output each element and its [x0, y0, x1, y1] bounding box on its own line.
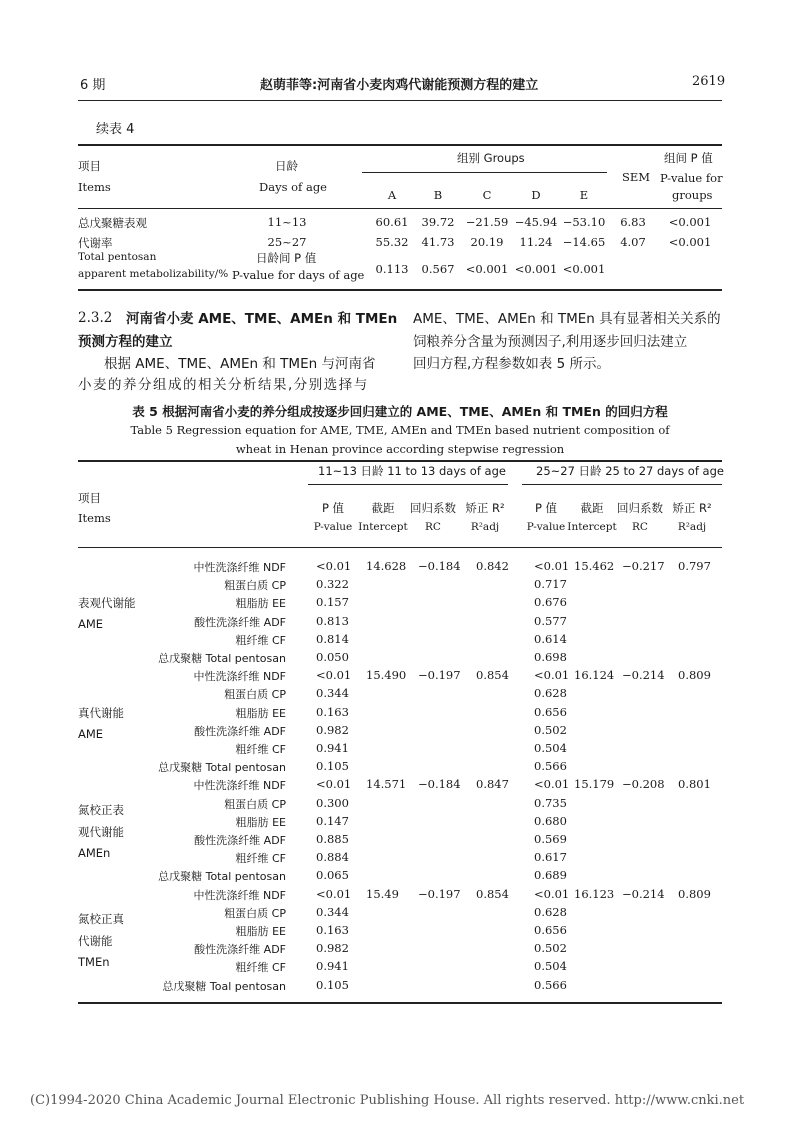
p-value-11-13: 0.344 — [316, 686, 349, 701]
table-row-item: 代谢率 — [78, 236, 113, 250]
running-title: 赵萌菲等:河南省小麦肉鸡代谢能预测方程的建立 — [260, 78, 539, 93]
subheader-cn: 截距 — [580, 501, 604, 515]
intercept-25-27: 15.462 — [574, 559, 615, 573]
group-label: 观代谢能 — [78, 824, 124, 839]
nutrient-name: 酸性洗涤纤维 ADF — [194, 834, 286, 847]
nutrient-name: 粗蛋白质 CP — [224, 688, 286, 702]
nutrient-name: 总戊聚糖 Total pentosan — [158, 652, 286, 665]
p-value-25-27: 0.656 — [534, 704, 567, 719]
nutrient-name: 中性洗涤纤维 NDF — [193, 561, 286, 574]
subheader-en: P-value — [526, 521, 566, 533]
nutrient-name: 总戊聚糖 Total pentosan — [158, 761, 286, 775]
subheader-en: Intercept — [567, 521, 617, 533]
p-value-11-13: 0.322 — [316, 577, 349, 592]
subheader-cn: 矫正 R² — [465, 501, 505, 515]
intercept-11-13: 15.490 — [366, 668, 407, 683]
p-value-11-13: 0.105 — [316, 977, 349, 992]
subheader-cn: 截距 — [371, 501, 395, 515]
p-value-25-27: 0.656 — [534, 923, 567, 937]
subheader-cn: P 值 — [534, 501, 558, 515]
table-cell-pdays: <0.001 — [562, 262, 606, 276]
table-cell: 39.72 — [421, 215, 455, 229]
nutrient-name: 粗蛋白质 CP — [224, 579, 286, 593]
t4-col-days-cn: 日龄 — [275, 159, 298, 173]
p-value-25-27: <0.01 — [534, 559, 570, 573]
nutrient-name: 粗脂肪 EE — [235, 925, 286, 938]
t4-col-pgroup-en2: groups — [672, 188, 713, 202]
t4-col-days-en: Days of age — [259, 180, 327, 194]
rc-11-13: −0.184 — [418, 777, 461, 792]
subheader-cn: 回归系数 — [617, 501, 663, 515]
table-cell: 20.19 — [470, 235, 504, 249]
group-header-D: D — [531, 188, 541, 202]
t4-col-sem: SEM — [622, 170, 651, 184]
p-value-11-13: 0.147 — [316, 813, 349, 828]
group-header-B: B — [433, 188, 443, 202]
p-value-11-13: 0.813 — [316, 613, 349, 628]
table-row-days: 25~27 — [267, 235, 307, 249]
page-number: 2619 — [692, 74, 726, 89]
t4-pdays-cn: 日龄间 P 值 — [256, 251, 317, 265]
nutrient-name: 酸性洗涤纤维 ADF — [194, 615, 286, 629]
p-value-11-13: 0.300 — [316, 795, 349, 810]
t4-col-item-cn: 项目 — [78, 159, 101, 173]
table-cell-p: <0.001 — [668, 235, 712, 249]
subheader-en: RC — [425, 521, 441, 533]
p-value-25-27: 0.680 — [534, 813, 567, 828]
table-cell-pdays: 0.567 — [421, 262, 455, 276]
p-value-11-13: 0.065 — [316, 868, 349, 883]
nutrient-name: 粗脂肪 EE — [235, 597, 286, 611]
p-value-25-27: 0.504 — [534, 741, 567, 755]
t4-pdays-en: P-value for days of age — [232, 268, 365, 282]
p-value-11-13: 0.941 — [316, 959, 349, 974]
p-value-25-27: 0.676 — [534, 595, 567, 610]
r2-25-27: 0.801 — [678, 777, 711, 792]
group-label: 代谢能 — [78, 934, 113, 948]
table-cell-pdays: <0.001 — [465, 262, 509, 276]
rc-11-13: −0.197 — [418, 668, 461, 683]
subheader-cn: 回归系数 — [410, 501, 456, 515]
t5-item-en: Items — [78, 511, 111, 525]
r2-25-27: 0.809 — [678, 668, 711, 683]
table-cell-sem: 6.83 — [620, 215, 646, 229]
table-cell: −53.10 — [562, 215, 606, 229]
table-cell: 41.73 — [421, 235, 455, 249]
intercept-25-27: 15.179 — [574, 777, 615, 792]
r2-25-27: 0.809 — [678, 886, 711, 901]
t5-header-rule — [78, 547, 722, 548]
rc-25-27: −0.208 — [622, 777, 665, 792]
t4-header-rule — [78, 208, 722, 209]
p-value-11-13: 0.814 — [316, 631, 349, 646]
p-value-25-27: 0.735 — [534, 795, 567, 810]
left-para-line2: 小麦的养分组成的相关分析结果,分别选择与 — [78, 377, 369, 393]
group-header-C: C — [482, 188, 492, 202]
section-title-line1: 河南省小麦 AME、TME、AMEn 和 TMEn — [126, 311, 398, 327]
subheader-en: R²adj — [677, 521, 707, 533]
group-label: AME — [78, 726, 104, 741]
group-label: 真代谢能 — [78, 705, 124, 720]
p-value-11-13: 0.982 — [316, 941, 349, 956]
right-para-line1: AME、TME、AMEn 和 TMEn 具有显著相关关系的 — [413, 311, 721, 327]
table-cell: −45.94 — [514, 215, 558, 229]
p-value-11-13: 0.982 — [316, 722, 349, 737]
group-label: TMEn — [78, 955, 110, 969]
group-header-E: E — [579, 188, 589, 202]
nutrient-name: 粗纤维 CF — [235, 633, 286, 647]
table5-caption-en2: wheat in Henan province according stepwise regression — [235, 442, 565, 456]
table4-top-rule — [78, 144, 722, 146]
p-value-25-27: 0.502 — [534, 722, 567, 737]
r2-11-13: 0.854 — [476, 668, 509, 683]
group-label: 氮校正真 — [78, 912, 124, 926]
nutrient-name: 中性洗涤纤维 NDF — [193, 888, 286, 902]
table4-caption: 续表 4 — [96, 122, 135, 137]
table5-bottom-rule — [78, 1002, 722, 1004]
intercept-11-13: 14.571 — [366, 777, 407, 792]
rc-25-27: −0.214 — [622, 886, 665, 901]
subheader-cn: 矫正 R² — [672, 501, 712, 515]
p-value-25-27: 0.628 — [534, 686, 567, 701]
intercept-11-13: 15.49 — [366, 886, 399, 901]
p-value-25-27: <0.01 — [534, 668, 570, 683]
p-value-11-13: 0.884 — [316, 850, 349, 865]
p-value-11-13: 0.344 — [316, 904, 349, 919]
p-value-25-27: <0.01 — [534, 777, 570, 792]
p-value-11-13: 0.105 — [316, 759, 349, 774]
p-value-25-27: 0.502 — [534, 941, 567, 956]
left-para-line1: 根据 AME、TME、AMEn 和 TMEn 与河南省 — [104, 356, 376, 372]
p-value-25-27: 0.628 — [534, 904, 567, 919]
table-cell-pdays: <0.001 — [514, 262, 558, 276]
rc-11-13: −0.197 — [418, 886, 461, 901]
table5-caption-en1: Table 5 Regression equation for AME, TME, AMEn and TMEn based nutrient composition of — [130, 423, 670, 437]
right-para-line3: 回归方程,方程参数如表 5 所示。 — [413, 356, 610, 372]
nutrient-name: 粗纤维 CF — [235, 743, 286, 756]
t4-item-en1: Total pentosan — [78, 251, 157, 263]
table-cell-sem: 4.07 — [620, 235, 646, 249]
t5-span2: 25~27 日龄 25 to 27 days of age — [536, 464, 724, 478]
intercept-25-27: 16.123 — [574, 886, 615, 901]
p-value-11-13: 0.050 — [316, 650, 349, 664]
rc-25-27: −0.214 — [622, 668, 665, 683]
p-value-25-27: 0.689 — [534, 868, 567, 883]
nutrient-name: 中性洗涤纤维 NDF — [193, 779, 286, 793]
t5-span2-rule — [522, 484, 722, 485]
table5-top-rule — [78, 460, 722, 462]
subheader-en: R²adj — [470, 521, 500, 533]
copyright-footer: (C)1994-2020 China Academic Journal Electronic Publishing House. All rights reserved. http://www.cnki.net — [30, 1093, 745, 1108]
p-value-11-13: 0.163 — [316, 704, 349, 719]
p-value-11-13: 0.941 — [316, 741, 349, 755]
t5-span1-rule — [308, 484, 508, 485]
table-cell: −21.59 — [465, 215, 509, 229]
group-header-A: A — [387, 188, 397, 202]
header-rule — [78, 100, 722, 101]
nutrient-name: 总戊聚糖 Total pentosan — [158, 870, 286, 884]
r2-11-13: 0.854 — [476, 886, 509, 901]
group-label: AMEn — [78, 845, 111, 860]
t5-span1: 11~13 日龄 11 to 13 days of age — [318, 464, 506, 478]
p-value-11-13: <0.01 — [316, 777, 352, 792]
section-title-line2: 预测方程的建立 — [78, 334, 173, 350]
intercept-25-27: 16.124 — [574, 668, 615, 683]
nutrient-name: 粗脂肪 EE — [235, 706, 286, 720]
nutrient-name: 总戊聚糖 Toal pentosan — [162, 979, 286, 993]
nutrient-name: 粗蛋白质 CP — [224, 906, 286, 920]
nutrient-name: 粗脂肪 EE — [235, 815, 286, 829]
group-label: AME — [78, 617, 104, 632]
p-value-11-13: <0.01 — [316, 886, 352, 901]
table-cell: 55.32 — [375, 235, 409, 249]
p-value-25-27: 0.569 — [534, 832, 567, 846]
table-cell: −14.65 — [562, 235, 606, 249]
intercept-11-13: 14.628 — [366, 559, 407, 573]
r2-11-13: 0.847 — [476, 777, 509, 792]
p-value-25-27: 0.698 — [534, 650, 567, 664]
nutrient-name: 粗蛋白质 CP — [224, 797, 286, 811]
p-value-25-27: 0.504 — [534, 959, 567, 974]
subheader-en: RC — [632, 521, 648, 533]
table-cell: 60.61 — [375, 215, 409, 229]
subheader-en: P-value — [313, 521, 353, 533]
table-row-item: 总戊聚糖表观 — [78, 216, 147, 230]
nutrient-name: 酸性洗涤纤维 ADF — [194, 943, 286, 957]
t4-col-item-en: Items — [78, 180, 111, 194]
subheader-en: Intercept — [358, 521, 408, 533]
p-value-25-27: 0.617 — [534, 850, 567, 865]
r2-25-27: 0.797 — [678, 559, 711, 573]
t4-col-pgroup-cn: 组间 P 值 — [664, 151, 713, 165]
nutrient-name: 粗纤维 CF — [235, 852, 286, 866]
p-value-11-13: <0.01 — [316, 559, 352, 573]
nutrient-name: 中性洗涤纤维 NDF — [193, 670, 286, 684]
p-value-11-13: <0.01 — [316, 668, 352, 683]
right-para-line2: 饲粮养分含量为预测因子,利用逐步回归法建立 — [413, 334, 688, 350]
t4-item-en2: apparent metabolizability/% — [78, 268, 229, 280]
nutrient-name: 酸性洗涤纤维 ADF — [194, 724, 286, 738]
table-cell-pdays: 0.113 — [375, 262, 409, 276]
p-value-11-13: 0.885 — [316, 832, 349, 846]
p-value-11-13: 0.163 — [316, 923, 349, 937]
nutrient-name: 粗纤维 CF — [235, 961, 286, 975]
t4-col-pgroup-en1: P-value for — [660, 171, 723, 185]
p-value-25-27: 0.566 — [534, 977, 567, 992]
r2-11-13: 0.842 — [476, 559, 509, 573]
p-value-25-27: 0.717 — [534, 577, 567, 592]
t4-col-groups: 组别 Groups — [457, 151, 525, 165]
p-value-11-13: 0.157 — [316, 595, 349, 610]
t5-item-cn: 项目 — [78, 491, 101, 505]
p-value-25-27: 0.577 — [534, 613, 567, 628]
p-value-25-27: 0.614 — [534, 631, 567, 646]
table4-bottom-rule — [78, 289, 722, 291]
p-value-25-27: 0.566 — [534, 759, 567, 774]
table-cell-p: <0.001 — [668, 215, 712, 229]
subheader-cn: P 值 — [321, 501, 345, 515]
rc-11-13: −0.184 — [418, 559, 461, 573]
p-value-25-27: <0.01 — [534, 886, 570, 901]
group-label: 氮校正表 — [78, 802, 124, 817]
rc-25-27: −0.217 — [622, 559, 665, 573]
table5-caption-cn: 表 5 根据河南省小麦的养分组成按逐步回归建立的 AME、TME、AMEn 和 TMEn 的回归方程 — [132, 404, 668, 419]
group-label: 表观代谢能 — [78, 596, 136, 611]
t4-groups-rule — [362, 172, 607, 173]
section-number: 2.3.2 — [78, 310, 113, 326]
table-cell: 11.24 — [519, 235, 553, 249]
table-row-days: 11~13 — [267, 215, 307, 229]
issue-label: 6 期 — [80, 78, 106, 93]
